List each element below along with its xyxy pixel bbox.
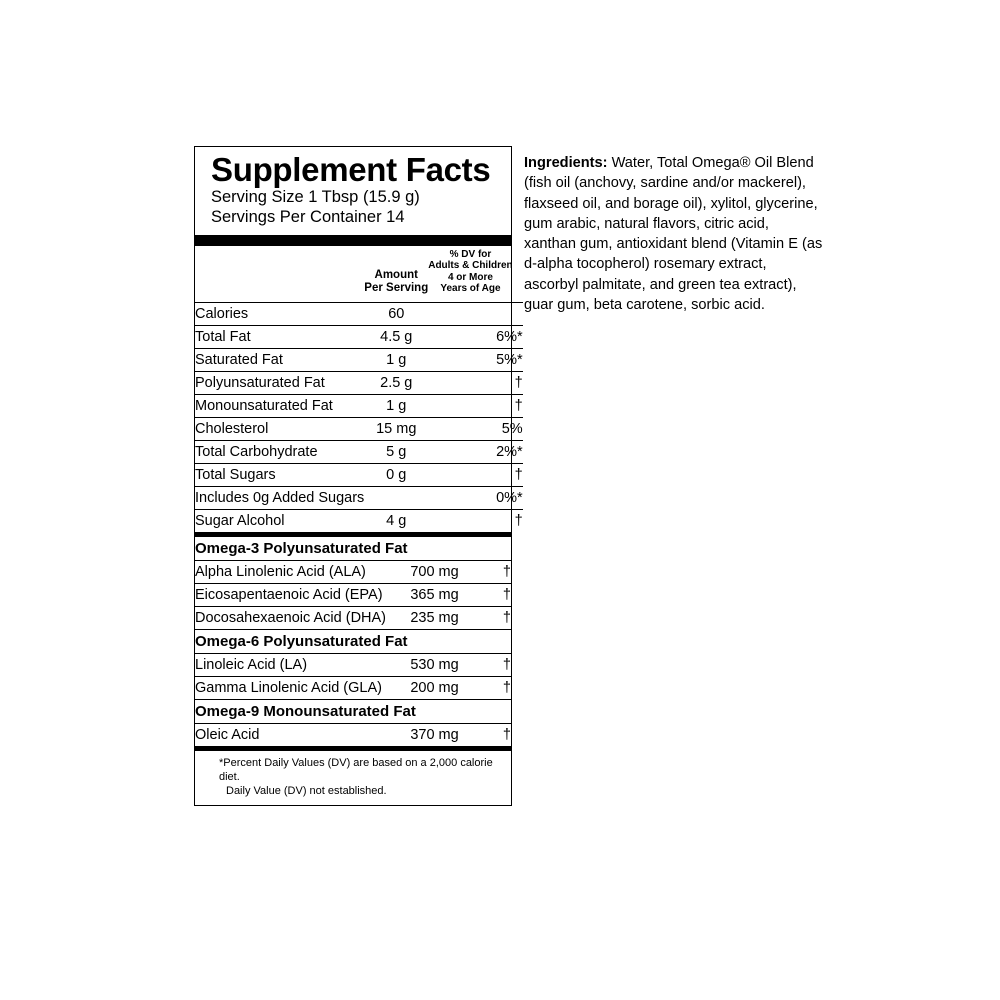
ingredients-label: Ingredients: [524, 155, 608, 171]
row-dv: † [514, 512, 523, 529]
row-dv: † [502, 726, 511, 743]
row-amount: 4.5 g [364, 325, 428, 348]
row-label: Cholesterol [195, 417, 364, 440]
divider-thick-top [195, 235, 511, 246]
footnote-line-2: Daily Value (DV) not established. [226, 785, 387, 798]
section-heading-omega6: Omega-6 Polyunsaturated Fat [195, 629, 511, 653]
footnote-block [195, 751, 511, 806]
panel-heading-block [195, 153, 511, 228]
row-label: Gamma Linolenic Acid (GLA) [195, 676, 386, 699]
row-amount: 4 g [386, 512, 407, 529]
table-row [195, 509, 523, 532]
row-dv [428, 302, 522, 325]
row-dv: 2%* [428, 440, 522, 463]
row-dv: † [459, 676, 511, 699]
header-dv-line1: % DV for [449, 248, 492, 260]
table-row [195, 653, 511, 676]
row-label: Total Carbohydrate [195, 440, 364, 463]
table-row [195, 348, 523, 371]
table-row [195, 560, 511, 583]
row-label: Monounsaturated Fat [195, 394, 364, 417]
row-dv: 6%* [428, 325, 522, 348]
section-heading-row [195, 629, 511, 653]
table-row [195, 325, 523, 348]
section-heading-row [195, 699, 511, 723]
row-label: Eicosapentaenoic Acid (EPA) [195, 583, 386, 606]
row-dv: 0%* [428, 486, 522, 509]
table-row [195, 394, 523, 417]
row-amount: 2.5 g [364, 371, 428, 394]
row-label: Polyunsaturated Fat [195, 371, 364, 394]
row-dv: 5% [428, 417, 522, 440]
row-label: Oleic Acid [195, 726, 260, 743]
header-amount-line2: Per Serving [364, 281, 429, 294]
row-label: Includes 0g Added Sugars [195, 486, 364, 509]
header-daily-value [428, 246, 522, 303]
row-dv: † [459, 653, 511, 676]
row-label: Total Fat [195, 325, 364, 348]
table-row [195, 440, 523, 463]
row-dv: † [459, 606, 511, 629]
table-row [195, 417, 523, 440]
section-heading-omega3: Omega-3 Polyunsaturated Fat [195, 537, 511, 561]
table-row [195, 371, 523, 394]
row-amount: 1 g [364, 394, 428, 417]
row-dv: † [428, 463, 522, 486]
table-row [195, 723, 511, 746]
page-title: Supplement Facts [211, 151, 491, 188]
footnote-line-1: *Percent Daily Values (DV) are based on a 2,000 calorie diet. [219, 756, 493, 783]
ingredients-text: Water, Total Omega® Oil Blend (fish oil (anchovy, sardine and/or mackerel), flaxseed oil, and borage oil), xylitol, glycerine, gum arabic, natural flavors, citric acid, xanthan gum, antioxidant blend (Vitamin E (as d-alpha tocopherol) rosemary extract, ascorbyl palmitate, and green tea extract), guar gum, beta carotene, sorbic acid. [524, 155, 823, 313]
row-label: Sugar Alcohol [195, 512, 285, 529]
table-row [195, 606, 511, 629]
serving-size: Serving Size 1 Tbsp (15.9 g) [211, 188, 420, 207]
table-header-row [195, 246, 523, 303]
row-label: Linoleic Acid (LA) [195, 653, 386, 676]
row-amount: 370 mg [410, 726, 459, 743]
row-label: Saturated Fat [195, 348, 364, 371]
header-dv-line3: 4 or More [447, 271, 493, 283]
table-row [195, 302, 523, 325]
table-row [195, 486, 523, 509]
row-amount: 235 mg [386, 606, 459, 629]
row-amount: 700 mg [386, 560, 459, 583]
ingredients-block [524, 153, 824, 315]
row-amount: 0 g [364, 463, 428, 486]
row-dv: † [459, 583, 511, 606]
row-amount: 1 g [364, 348, 428, 371]
row-label: Docosahexaenoic Acid (DHA) [195, 606, 386, 629]
nutrition-table [195, 246, 523, 532]
table-row [195, 676, 511, 699]
omega-table [195, 537, 511, 746]
row-amount: 60 [364, 302, 428, 325]
header-dv-line2: Adults & Children [428, 260, 513, 272]
row-amount [364, 486, 428, 509]
supplement-facts-panel [194, 146, 523, 806]
row-label: Total Sugars [195, 463, 364, 486]
row-dv: † [428, 371, 522, 394]
row-amount: 530 mg [386, 653, 459, 676]
table-row [195, 583, 511, 606]
servings-per-container: Servings Per Container 14 [211, 208, 405, 227]
header-spacer [195, 246, 364, 303]
row-amount: 365 mg [386, 583, 459, 606]
row-label: Calories [195, 302, 364, 325]
header-amount [364, 246, 428, 303]
header-amount-line1: Amount [374, 268, 418, 281]
section-heading-omega9: Omega-9 Monounsaturated Fat [195, 699, 511, 723]
row-amount: 5 g [364, 440, 428, 463]
row-amount: 200 mg [386, 676, 459, 699]
table-row [195, 463, 523, 486]
header-dv-line4: Years of Age [440, 283, 501, 295]
row-dv: 5%* [428, 348, 522, 371]
row-label: Alpha Linolenic Acid (ALA) [195, 560, 386, 583]
row-dv: † [459, 560, 511, 583]
section-heading-row [195, 537, 511, 561]
row-amount: 15 mg [364, 417, 428, 440]
row-dv: † [428, 394, 522, 417]
